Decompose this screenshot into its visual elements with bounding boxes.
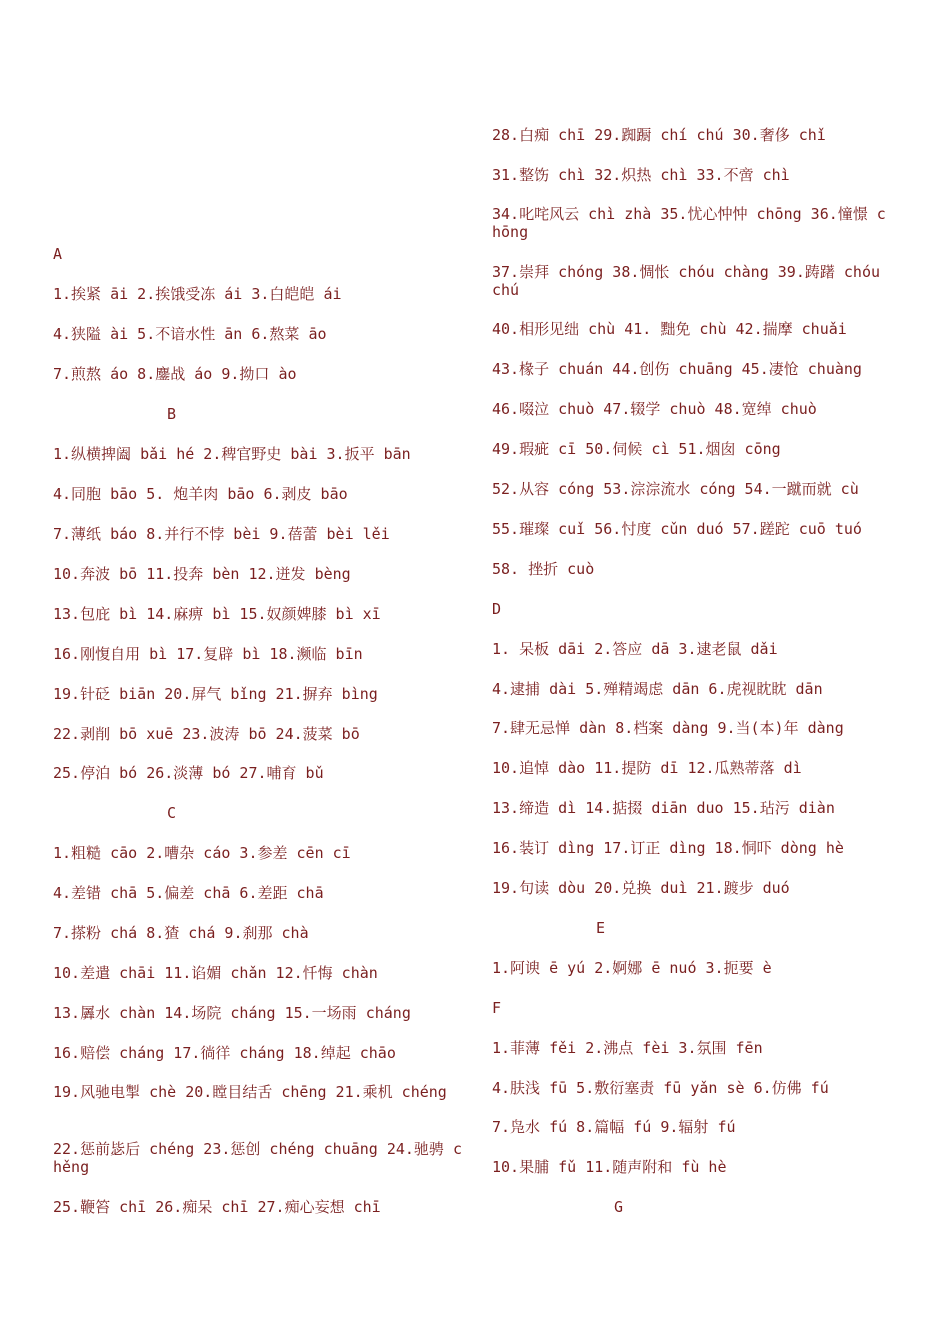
entry-line: 7.搽粉 chá 8.猹 chá 9.刹那 chà xyxy=(53,924,309,942)
entry-line: 1. 呆板 dāi 2.答应 dā 3.逮老鼠 dǎi xyxy=(492,640,778,658)
entry-line: 7.煎熬 áo 8.鏖战 áo 9.拗口 ào xyxy=(53,365,297,383)
entry-line: 52.从容 cóng 53.淙淙流水 cóng 54.一蹴而就 cù xyxy=(492,480,859,498)
entry-line: 16.刚愎自用 bì 17.复辟 bì 18.濒临 bīn xyxy=(53,645,363,663)
entry-line: 1.纵横捭阖 bǎi hé 2.稗官野史 bài 3.扳平 bān xyxy=(53,445,411,463)
entry-line: 10.追悼 dào 11.提防 dī 12.瓜熟蒂落 dì xyxy=(492,759,802,777)
entry-line: 10.果脯 fǔ 11.随声附和 fù hè xyxy=(492,1158,727,1176)
entry-line: 1.菲薄 fěi 2.沸点 fèi 3.氛围 fēn xyxy=(492,1039,763,1057)
entry-line: 49.瑕疵 cī 50.伺候 cì 51.烟囱 cōng xyxy=(492,440,781,458)
entry-line: 25.鞭笞 chī 26.痴呆 chī 27.痴心妄想 chī xyxy=(53,1198,381,1216)
entry-line: 13.羼水 chàn 14.场院 cháng 15.一场雨 cháng xyxy=(53,1004,411,1022)
entry-line: 58. 挫折 cuò xyxy=(492,560,595,578)
entry-line: 55.璀璨 cuǐ 56.忖度 cǔn duó 57.蹉跎 cuō tuó xyxy=(492,520,862,538)
entry-line: 22.剥削 bō xuē 23.波涛 bō 24.菠菜 bō xyxy=(53,725,360,743)
entry-line: 7.肆无忌惮 dàn 8.档案 dàng 9.当(本)年 dàng xyxy=(492,719,844,737)
entry-line: 4.逮捕 dài 5.殚精竭虑 dān 6.虎视眈眈 dān xyxy=(492,680,823,698)
entry-line: 7.薄纸 báo 8.并行不悖 bèi 9.蓓蕾 bèi lěi xyxy=(53,525,390,543)
entry-line: 4.狭隘 ài 5.不谙水性 ān 6.熬菜 āo xyxy=(53,325,327,343)
section-heading-d: D xyxy=(492,600,502,618)
entry-line: 4.肤浅 fū 5.敷衍塞责 fū yǎn sè 6.仿佛 fú xyxy=(492,1079,829,1097)
entry-line: 40.相形见绌 chù 41. 黜免 chù 42.揣摩 chuǎi xyxy=(492,320,847,338)
entry-line: 28.白痴 chī 29.踟蹰 chí chú 30.奢侈 chǐ xyxy=(492,126,826,144)
entry-line: 10.差遣 chāi 11.谄媚 chǎn 12.忏悔 chàn xyxy=(53,964,378,982)
entry-line: 7.凫水 fú 8.篇幅 fú 9.辐射 fú xyxy=(492,1118,736,1136)
section-heading-a: A xyxy=(53,245,63,263)
entry-line: 4.同胞 bāo 5. 炮羊肉 bāo 6.剥皮 bāo xyxy=(53,485,348,503)
entry-line: 19.针砭 biān 20.屏气 bǐng 21.摒弃 bìng xyxy=(53,685,378,703)
entry-line: 1.阿谀 ē yú 2.婀娜 ē nuó 3.扼要 è xyxy=(492,959,772,977)
entry-line: 1.挨紧 āi 2.挨饿受冻 ái 3.白皑皑 ái xyxy=(53,285,342,303)
section-heading-f: F xyxy=(492,999,502,1017)
entry-line: 13.缔造 dì 14.掂掇 diān duo 15.玷污 diàn xyxy=(492,799,835,817)
entry-line: 37.崇拜 chóng 38.惆怅 chóu chàng 39.踌躇 chóu chú xyxy=(492,263,881,299)
entry-line: 4.差错 chā 5.偏差 chā 6.差距 chā xyxy=(53,884,324,902)
section-heading-e: E xyxy=(596,919,606,937)
entry-line: 46.啜泣 chuò 47.辍学 chuò 48.宽绰 chuò xyxy=(492,400,817,418)
section-heading-c: C xyxy=(167,804,177,822)
entry-line: 1.粗糙 cāo 2.嘈杂 cáo 3.参差 cēn cī xyxy=(53,844,351,862)
entry-line: 43.椽子 chuán 44.创伤 chuāng 45.凄怆 chuàng xyxy=(492,360,862,378)
entry-line: 19.风驰电掣 chè 20.瞠目结舌 chēng 21.乘机 chéng xyxy=(53,1083,447,1101)
section-heading-b: B xyxy=(167,405,177,423)
entry-line: 16.赔偿 cháng 17.徜徉 cháng 18.绰起 chāo xyxy=(53,1044,396,1062)
entry-line: 22.惩前毖后 chéng 23.惩创 chéng chuāng 24.驰骋 chěng xyxy=(53,1140,462,1176)
entry-line: 31.整饬 chì 32.炽热 chì 33.不啻 chì xyxy=(492,166,790,184)
entry-line: 19.句读 dòu 20.兑换 duì 21.踱步 duó xyxy=(492,879,790,897)
entry-line: 13.包庇 bì 14.麻痹 bì 15.奴颜婢膝 bì xī xyxy=(53,605,381,623)
entry-line: 16.装订 dìng 17.订正 dìng 18.恫吓 dòng hè xyxy=(492,839,844,857)
entry-line: 25.停泊 bó 26.淡薄 bó 27.哺育 bǔ xyxy=(53,764,324,782)
entry-line: 10.奔波 bō 11.投奔 bèn 12.迸发 bèng xyxy=(53,565,351,583)
entry-line: 34.叱咤风云 chì zhà 35.忧心忡忡 chōng 36.憧憬 chōng xyxy=(492,205,886,241)
section-heading-g: G xyxy=(614,1198,624,1216)
